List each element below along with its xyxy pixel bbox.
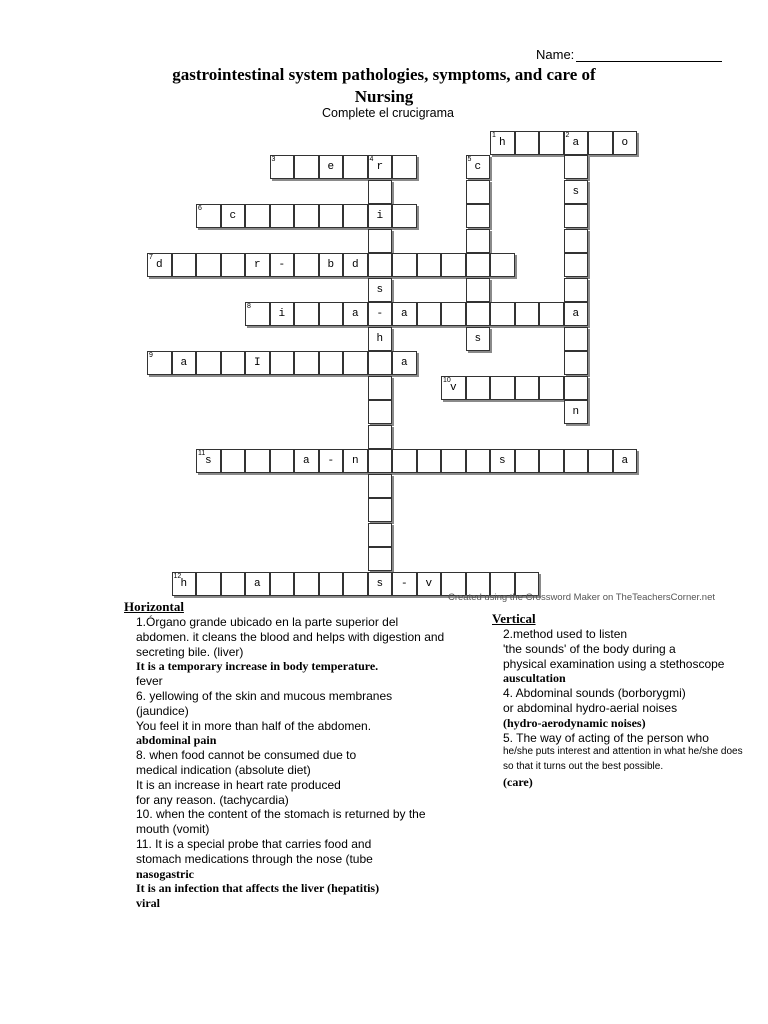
- crossword-cell[interactable]: [490, 302, 515, 326]
- crossword-cell[interactable]: [294, 302, 319, 326]
- vertical-heading: Vertical: [492, 611, 536, 626]
- crossword-cell[interactable]: [564, 449, 589, 473]
- crossword-cell[interactable]: [294, 351, 319, 375]
- crossword-cell[interactable]: v 10: [441, 376, 466, 400]
- clue-line: physical examination using a stethoscope: [503, 656, 725, 671]
- crossword-cell[interactable]: [343, 351, 368, 375]
- crossword-cell[interactable]: [319, 572, 344, 596]
- crossword-cell[interactable]: [515, 131, 540, 155]
- crossword-cell[interactable]: [564, 278, 589, 302]
- crossword-cell[interactable]: [343, 572, 368, 596]
- crossword-cell[interactable]: [539, 131, 564, 155]
- crossword-cell[interactable]: [392, 204, 417, 228]
- crossword-cell[interactable]: [539, 302, 564, 326]
- crossword-cell[interactable]: [196, 204, 221, 228]
- crossword-cell[interactable]: [368, 351, 393, 375]
- crossword-cell[interactable]: [368, 498, 393, 522]
- crossword-cell[interactable]: n: [343, 449, 368, 473]
- crossword-cell[interactable]: [245, 449, 270, 473]
- crossword-cell[interactable]: [441, 302, 466, 326]
- crossword-cell[interactable]: i: [270, 302, 295, 326]
- crossword-cell[interactable]: [270, 204, 295, 228]
- clue-number: 8: [247, 303, 251, 310]
- clue-line: or abdominal hydro-aerial noises: [503, 700, 678, 715]
- crossword-cell[interactable]: [515, 449, 540, 473]
- name-label: Name:: [536, 47, 575, 62]
- crossword-cell[interactable]: [515, 376, 540, 400]
- crossword-cell[interactable]: v: [417, 572, 442, 596]
- crossword-cell[interactable]: -: [392, 572, 417, 596]
- crossword-cell[interactable]: a: [564, 302, 589, 326]
- crossword-cell[interactable]: r 4: [368, 155, 393, 179]
- crossword-cell[interactable]: h: [368, 327, 393, 351]
- crossword-cell[interactable]: [490, 253, 515, 277]
- crossword-cell[interactable]: [368, 376, 393, 400]
- crossword-cell[interactable]: [564, 253, 589, 277]
- clue-line: It is an increase in heart rate produced: [136, 777, 341, 792]
- crossword-cell[interactable]: a: [245, 572, 270, 596]
- crossword-cell[interactable]: [368, 449, 393, 473]
- clue-number: 2: [565, 131, 570, 139]
- page-subtitle: Complete el crucigrama: [322, 106, 454, 120]
- crossword-cell[interactable]: [368, 474, 393, 498]
- crossword-cell[interactable]: s 11: [196, 449, 221, 473]
- credit-text: Created using the Crossword Maker on TheTeachersCorner.net: [448, 592, 716, 603]
- clue-number: 4: [369, 156, 374, 163]
- crossword-cell[interactable]: n: [564, 400, 589, 424]
- crossword-cell[interactable]: [196, 351, 221, 375]
- clue-number: 7: [149, 254, 153, 261]
- crossword-cell[interactable]: a: [294, 449, 319, 473]
- crossword-cell[interactable]: [466, 449, 491, 473]
- clue-line: auscultation: [503, 671, 566, 686]
- clue-line: (hydro-aerodynamic noises): [503, 715, 646, 730]
- crossword-cell[interactable]: -: [319, 449, 344, 473]
- crossword-cell[interactable]: a: [613, 449, 638, 473]
- crossword-cell[interactable]: [221, 572, 246, 596]
- crossword-cell[interactable]: b: [319, 253, 344, 277]
- crossword-cell[interactable]: s: [368, 572, 393, 596]
- crossword-cell[interactable]: [319, 204, 344, 228]
- clue-number: 12: [173, 572, 182, 580]
- crossword-cell[interactable]: [564, 229, 589, 253]
- crossword-cell[interactable]: [368, 180, 393, 204]
- crossword-cell[interactable]: [466, 278, 491, 302]
- clue-number: 5: [467, 156, 472, 163]
- clue-line: You feel it in more than half of the abdomen.: [136, 718, 372, 733]
- clue-line: medical indication (absolute diet): [136, 762, 311, 777]
- crossword-cell[interactable]: [172, 253, 197, 277]
- crossword-cell[interactable]: [368, 253, 393, 277]
- horizontal-heading: Horizontal: [124, 599, 184, 614]
- crossword-cell[interactable]: [368, 523, 393, 547]
- crossword-cell[interactable]: h 1: [490, 131, 515, 155]
- clue-line: 2.method used to listen: [503, 627, 628, 641]
- crossword-cell[interactable]: [441, 449, 466, 473]
- crossword-cell[interactable]: [270, 155, 295, 179]
- crossword-cell[interactable]: [588, 449, 613, 473]
- clue-line: 11. It is a special probe that carries food and: [136, 836, 372, 851]
- clue-line: 'the sounds' of the body during a: [503, 641, 676, 656]
- crossword-cell[interactable]: [466, 302, 491, 326]
- crossword-cell[interactable]: [196, 253, 221, 277]
- page-title-line2: Nursing: [354, 87, 414, 106]
- crossword-cell[interactable]: h 12: [172, 572, 197, 596]
- crossword-cell[interactable]: [294, 253, 319, 277]
- crossword-cell[interactable]: e: [319, 155, 344, 179]
- crossword-cell[interactable]: [417, 253, 442, 277]
- crossword-cell[interactable]: [515, 302, 540, 326]
- clue-number: 1: [492, 131, 496, 139]
- clue-line: for any reason. (tachycardia): [136, 792, 289, 807]
- clue-number: 11: [198, 450, 206, 457]
- clue-line: secreting bile. (liver): [136, 644, 244, 659]
- clue-line: (care): [503, 774, 533, 789]
- crossword-cell[interactable]: [294, 155, 319, 179]
- crossword-cell[interactable]: [564, 204, 589, 228]
- crossword-cell[interactable]: [564, 155, 589, 179]
- crossword-cell[interactable]: [466, 229, 491, 253]
- crossword-cell[interactable]: [368, 425, 393, 449]
- clue-line: (jaundice): [136, 703, 189, 718]
- crossword-cell[interactable]: -: [270, 253, 295, 277]
- crossword-cell[interactable]: i: [368, 204, 393, 228]
- clue-line: stomach medications through the nose (tube: [136, 851, 373, 866]
- crossword-cell[interactable]: a: [343, 302, 368, 326]
- crossword-cell[interactable]: d 7: [147, 253, 172, 277]
- clue-line: he/she puts interest and attention in what he/she does: [503, 746, 743, 758]
- clue-line: 8. when food cannot be consumed due to: [136, 748, 357, 763]
- crossword-cell[interactable]: [294, 572, 319, 596]
- crossword-cell[interactable]: o: [613, 131, 638, 155]
- crossword-cell[interactable]: [270, 572, 295, 596]
- crossword-cell[interactable]: [221, 449, 246, 473]
- crossword-cell[interactable]: a: [392, 302, 417, 326]
- crossword-cell[interactable]: [539, 376, 564, 400]
- crossword-cell[interactable]: [319, 351, 344, 375]
- crossword-cell[interactable]: s: [490, 449, 515, 473]
- crossword-cell[interactable]: [466, 180, 491, 204]
- crossword-cell[interactable]: [245, 204, 270, 228]
- clue-line: so that it turns out the best possible.: [503, 761, 664, 773]
- crossword-cell[interactable]: [564, 351, 589, 375]
- crossword-cell[interactable]: [392, 155, 417, 179]
- clue-line: nasogastric: [136, 866, 194, 881]
- clue-number: 9: [149, 352, 153, 359]
- clue-number: 3: [271, 156, 276, 163]
- crossword-cell[interactable]: [319, 302, 344, 326]
- crossword-cell[interactable]: [392, 449, 417, 473]
- crossword-cell[interactable]: [441, 253, 466, 277]
- clue-line: It is an infection that affects the liver (hepatitis): [136, 881, 380, 896]
- crossword-cell[interactable]: [490, 376, 515, 400]
- crossword-cell[interactable]: [270, 449, 295, 473]
- crossword-cell[interactable]: [147, 351, 172, 375]
- crossword-cell[interactable]: [343, 204, 368, 228]
- crossword-cell[interactable]: a: [392, 351, 417, 375]
- crossword-cell[interactable]: s: [466, 327, 491, 351]
- crossword-cell[interactable]: [392, 253, 417, 277]
- crossword-cell[interactable]: s: [368, 278, 393, 302]
- crossword-cell[interactable]: a 2: [564, 131, 589, 155]
- clue-line: fever: [136, 674, 163, 689]
- crossword-cell[interactable]: [368, 547, 393, 571]
- clue-line: 6. yellowing of the skin and mucous membranes: [136, 688, 393, 703]
- crossword-cell[interactable]: d: [343, 253, 368, 277]
- crossword-cell[interactable]: [245, 302, 270, 326]
- vertical-clues: [503, 627, 743, 790]
- clue-number: 10: [443, 376, 451, 384]
- crossword-cell[interactable]: [417, 449, 442, 473]
- crossword-cell[interactable]: [343, 155, 368, 179]
- clue-line: viral: [136, 896, 160, 911]
- crossword-cell[interactable]: [196, 572, 221, 596]
- page-title-line1: gastrointestinal system pathologies, symptoms, and care of: [172, 65, 596, 84]
- crossword-cell[interactable]: [294, 204, 319, 228]
- crossword-cell[interactable]: r: [245, 253, 270, 277]
- clue-line: 10. when the content of the stomach is returned by the: [136, 807, 426, 822]
- crossword-cell[interactable]: c: [221, 204, 246, 228]
- crossword-cell[interactable]: a: [172, 351, 197, 375]
- horizontal-clues: [136, 615, 444, 911]
- clue-line: 1.Órgano grande ubicado en la parte superior del: [136, 615, 399, 629]
- crossword-cell[interactable]: [221, 253, 246, 277]
- clue-line: abdominal pain: [136, 733, 217, 748]
- crossword-cell[interactable]: s: [564, 180, 589, 204]
- clue-line: mouth (vomit): [136, 822, 210, 837]
- crossword-cell[interactable]: [539, 449, 564, 473]
- clue-line: 4. Abdominal sounds (borborygmi): [503, 686, 686, 701]
- crossword-cell[interactable]: [466, 253, 491, 277]
- crossword-cell[interactable]: -: [368, 302, 393, 326]
- crossword-cell[interactable]: [588, 131, 613, 155]
- clue-line: It is a temporary increase in body temperature.: [136, 659, 379, 674]
- crossword-cell[interactable]: [368, 229, 393, 253]
- crossword-cell[interactable]: [417, 302, 442, 326]
- crossword-cell[interactable]: [368, 400, 393, 424]
- crossword-cell[interactable]: [466, 376, 491, 400]
- crossword-cell[interactable]: [466, 204, 491, 228]
- crossword-cell[interactable]: [564, 327, 589, 351]
- clue-number: 6: [198, 205, 202, 212]
- crossword-cell[interactable]: I: [245, 351, 270, 375]
- crossword-cell[interactable]: c 5: [466, 155, 491, 179]
- crossword-cell[interactable]: [564, 376, 589, 400]
- crossword-cell[interactable]: [221, 351, 246, 375]
- clue-line: 5. The way of acting of the person who: [503, 730, 709, 745]
- clue-line: abdomen. it cleans the blood and helps with digestion and: [136, 629, 445, 644]
- crossword-cell[interactable]: [270, 351, 295, 375]
